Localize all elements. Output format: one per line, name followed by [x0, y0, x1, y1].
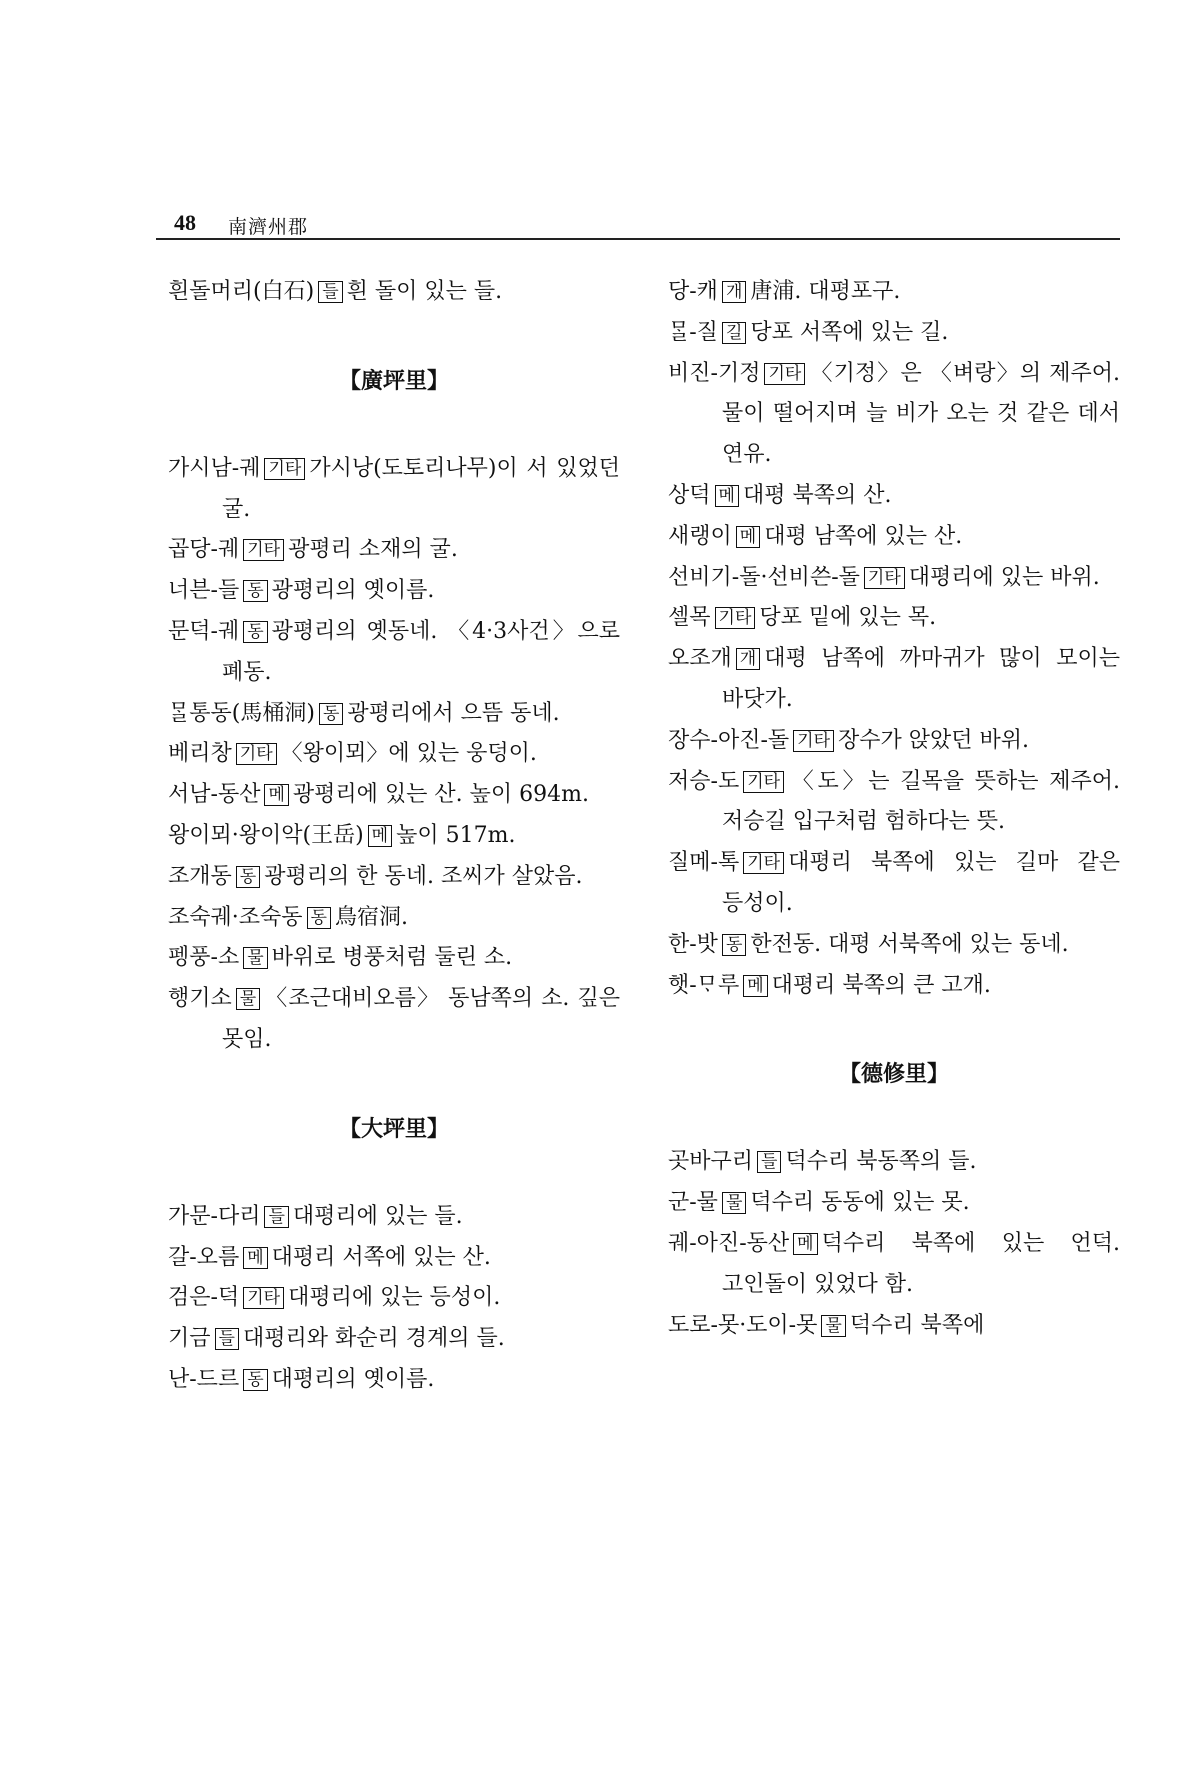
gazetteer-entry: [168, 449, 620, 531]
section-title: 【德修里】: [838, 1061, 949, 1088]
gazetteer-entry: [168, 694, 620, 735]
entry-description: 대평리 북쪽에 있는 길마 같은 등성이.: [722, 850, 1120, 916]
page-number: 48: [174, 210, 196, 235]
gazetteer-entry: [168, 1319, 620, 1360]
entry-headword: 질메-톡: [668, 850, 740, 876]
category-tag: 개: [736, 648, 760, 670]
entry-headword: 난-드르: [168, 1366, 240, 1392]
category-tag: 기타: [243, 539, 284, 561]
gazetteer-entry: [668, 598, 1120, 639]
entry-headword: 너븐-들: [168, 578, 240, 604]
entry-description: 덕수리 북동쪽의 들.: [785, 1149, 977, 1175]
entry-headword: 검은-덕: [168, 1285, 240, 1311]
gazetteer-entry: [168, 734, 620, 775]
category-tag: 메: [368, 825, 392, 847]
gazetteer-entry: [668, 1306, 1120, 1347]
entry-description: 대평리에 있는 바위.: [908, 564, 1100, 590]
entry-headword: 기금: [168, 1326, 211, 1352]
gazetteer-entry: [168, 1360, 620, 1401]
entry-description: 대평리에 있는 등성이.: [288, 1285, 501, 1311]
entry-headword: 햇-ᄆᆞ루: [668, 972, 740, 998]
category-tag: 동: [236, 866, 260, 888]
entry-headword: 새랭이: [668, 523, 732, 549]
entry-description: 한전동. 대평 서북쪽에 있는 동네.: [750, 931, 1069, 957]
category-tag: 동: [722, 934, 746, 956]
category-tag: 기타: [715, 607, 756, 629]
gazetteer-entry: [168, 775, 620, 816]
entry-headword: 문덕-궤: [168, 618, 240, 644]
gazetteer-entry: [168, 1278, 620, 1319]
entry-headword: 장수-아진-돌: [668, 727, 790, 753]
category-tag: 길: [722, 322, 746, 344]
category-tag: 메: [715, 485, 739, 507]
entry-description: 광평리에 있는 산. 높이 694m.: [292, 782, 589, 808]
entry-description: 대평 북쪽의 산.: [742, 482, 892, 508]
entry-headword: 곳바구리: [668, 1149, 754, 1175]
entry-description: 덕수리 북쪽에 있는 언덕. 고인돌이 있었다 함.: [722, 1230, 1120, 1297]
category-tag: 동: [243, 580, 267, 602]
left-column: [168, 272, 620, 1401]
category-tag: 메: [264, 784, 288, 806]
category-tag: 기타: [793, 730, 834, 752]
category-tag: 기타: [264, 458, 305, 480]
section-title: 【大坪里】: [338, 1115, 449, 1142]
gazetteer-entry: [668, 313, 1120, 354]
gazetteer-entry: [168, 1197, 620, 1238]
entry-description: 광평리의 옛이름.: [271, 578, 435, 604]
entry-description: 덕수리 동동에 있는 못.: [750, 1190, 970, 1216]
category-tag: 메: [793, 1233, 817, 1255]
gazetteer-entry: [668, 354, 1120, 476]
entry-headword: 곱당-궤: [168, 537, 240, 563]
gazetteer-entry: [668, 843, 1120, 925]
gazetteer-entry: [668, 1224, 1120, 1306]
gazetteer-entry: [668, 1183, 1120, 1224]
header-rule: [156, 238, 1120, 240]
entry-headword: 선비기-돌·선비쓴-돌: [668, 564, 860, 590]
entry-description: 대평 남쪽에 까마귀가 많이 모이는 바닷가.: [722, 646, 1120, 712]
entry-description: 〈기정〉은 〈벼랑〉의 제주어. 물이 떨어지며 늘 비가 오는 것 같은 데서 연유.: [722, 360, 1120, 468]
gazetteer-entry: [168, 857, 620, 898]
category-tag: 메: [736, 526, 760, 548]
entry-description: 당포 서쪽에 있는 길.: [750, 319, 949, 345]
gazetteer-entry: [168, 272, 620, 313]
gazetteer-entry: [668, 762, 1120, 844]
entry-description: 鳥宿洞.: [334, 904, 408, 930]
entry-headword: 셀목: [668, 605, 711, 631]
entry-description: 〈도〉는 길목을 뜻하는 제주어. 저승길 입구처럼 험하다는 뜻.: [722, 768, 1120, 835]
entry-description: 높이 517m.: [396, 822, 516, 848]
category-tag: 기타: [743, 852, 784, 874]
running-title: 南濟州郡: [228, 216, 309, 238]
entry-headword: 조개동: [168, 863, 232, 889]
entry-headword: ᄆᆞᆯ통동(馬桶洞): [168, 700, 315, 726]
gazetteer-entry: [668, 476, 1120, 517]
entry-description: 흰 돌이 있는 들.: [346, 279, 503, 304]
entry-headword: 비진-기정: [668, 360, 761, 386]
category-tag: 물: [821, 1315, 845, 1337]
gazetteer-entry: [668, 966, 1120, 1007]
entry-description: 장수가 앉았던 바위.: [838, 727, 1029, 753]
entry-description: 당포 밑에 있는 목.: [759, 605, 937, 631]
category-tag: 동: [319, 703, 343, 725]
entry-headword: 가시남-궤: [168, 455, 261, 481]
gazetteer-entry: [668, 517, 1120, 558]
gazetteer-entry: [168, 1238, 620, 1279]
category-tag: 동: [243, 621, 267, 643]
entry-headword: ᄆᆞᆯ-질: [668, 319, 718, 345]
gazetteer-entry: [168, 816, 620, 857]
entry-headword: 당-캐: [668, 279, 718, 304]
entry-headword: 궤-아진-동산: [668, 1230, 790, 1256]
category-tag: 기타: [864, 567, 905, 589]
entry-description: 대평리와 화순리 경계의 들.: [242, 1326, 505, 1352]
entry-description: 대평리에 있는 들.: [292, 1203, 463, 1229]
entry-headword: 한-밧: [668, 931, 718, 957]
entry-headword: 저승-도: [668, 768, 740, 794]
entry-headword: 가문-다리: [168, 1203, 261, 1229]
entry-description: 唐浦. 대평포구.: [750, 279, 901, 304]
gazetteer-entry: [168, 571, 620, 612]
gazetteer-entry: [168, 938, 620, 979]
entry-headword: 행기소: [168, 986, 232, 1012]
category-tag: 들: [264, 1206, 288, 1228]
gazetteer-entry: [168, 612, 620, 694]
gazetteer-entry: [668, 721, 1120, 762]
gazetteer-entry: [168, 530, 620, 571]
entry-description: 바위로 병풍처럼 둘린 소.: [271, 945, 513, 971]
entry-description: 대평리의 옛이름.: [271, 1366, 435, 1392]
category-tag: 물: [236, 988, 260, 1010]
category-tag: 메: [743, 975, 767, 997]
entry-headword: 흰돌머리(白石): [168, 279, 315, 304]
running-header: [156, 200, 1120, 240]
entry-description: 광평리의 옛동네. 〈4·3사건〉으로 폐동.: [222, 618, 620, 685]
entry-headword: 오조개: [668, 646, 732, 672]
gazetteer-entry: [668, 558, 1120, 599]
entry-headword: 펭풍-소: [168, 945, 240, 971]
category-tag: 동: [307, 907, 331, 929]
entry-description: 〈왕이뫼〉에 있는 웅덩이.: [280, 741, 537, 767]
section-title: 【廣坪里】: [338, 367, 449, 394]
entry-description: 가시낭(도토리나무)이 서 있었던 굴.: [222, 455, 620, 522]
gazetteer-entry: [668, 1142, 1120, 1183]
category-tag: 들: [757, 1151, 781, 1173]
entry-description: 대평리 북쪽의 큰 고개.: [771, 972, 991, 998]
gazetteer-entry: [168, 979, 620, 1061]
gazetteer-entry: [668, 925, 1120, 966]
right-column: [668, 272, 1120, 1346]
entry-headword: 서남-동산: [168, 782, 261, 808]
category-tag: 기타: [236, 743, 277, 765]
gazetteer-entry: [668, 272, 1120, 313]
category-tag: 들: [318, 281, 342, 303]
entry-description: 대평 남쪽에 있는 산.: [764, 523, 963, 549]
entry-description: 광평리에서 으뜸 동네.: [347, 700, 560, 726]
entry-headword: 베리창: [168, 741, 232, 767]
category-tag: 물: [722, 1192, 746, 1214]
entry-headword: 도로-못·도이-못: [668, 1312, 818, 1338]
entry-description: 광평리의 한 동네. 조씨가 살았음.: [264, 863, 583, 889]
category-tag: 메: [243, 1247, 267, 1269]
entry-headword: 군-물: [668, 1190, 718, 1216]
gazetteer-entry: [168, 898, 620, 939]
category-tag: 기타: [743, 771, 784, 793]
entry-headword: 왕이뫼·왕이악(王岳): [168, 822, 364, 848]
entry-headword: 조숙궤·조숙동: [168, 904, 303, 930]
entry-headword: 갈-오름: [168, 1244, 240, 1270]
gazetteer-entry: [668, 639, 1120, 721]
entry-description: 〈조근대비오름〉 동남쪽의 소. 깊은 못임.: [222, 986, 620, 1052]
category-tag: 기타: [764, 363, 805, 385]
category-tag: 기타: [243, 1287, 284, 1309]
entry-headword: 상덕: [668, 482, 711, 508]
category-tag: 들: [215, 1328, 239, 1350]
entry-description: 대평리 서쪽에 있는 산.: [271, 1244, 491, 1270]
category-tag: 개: [722, 281, 746, 303]
entry-description: 광평리 소재의 굴.: [288, 537, 458, 563]
category-tag: 물: [243, 947, 267, 969]
category-tag: 동: [243, 1369, 267, 1391]
entry-description: 덕수리 북쪽에: [849, 1312, 985, 1338]
